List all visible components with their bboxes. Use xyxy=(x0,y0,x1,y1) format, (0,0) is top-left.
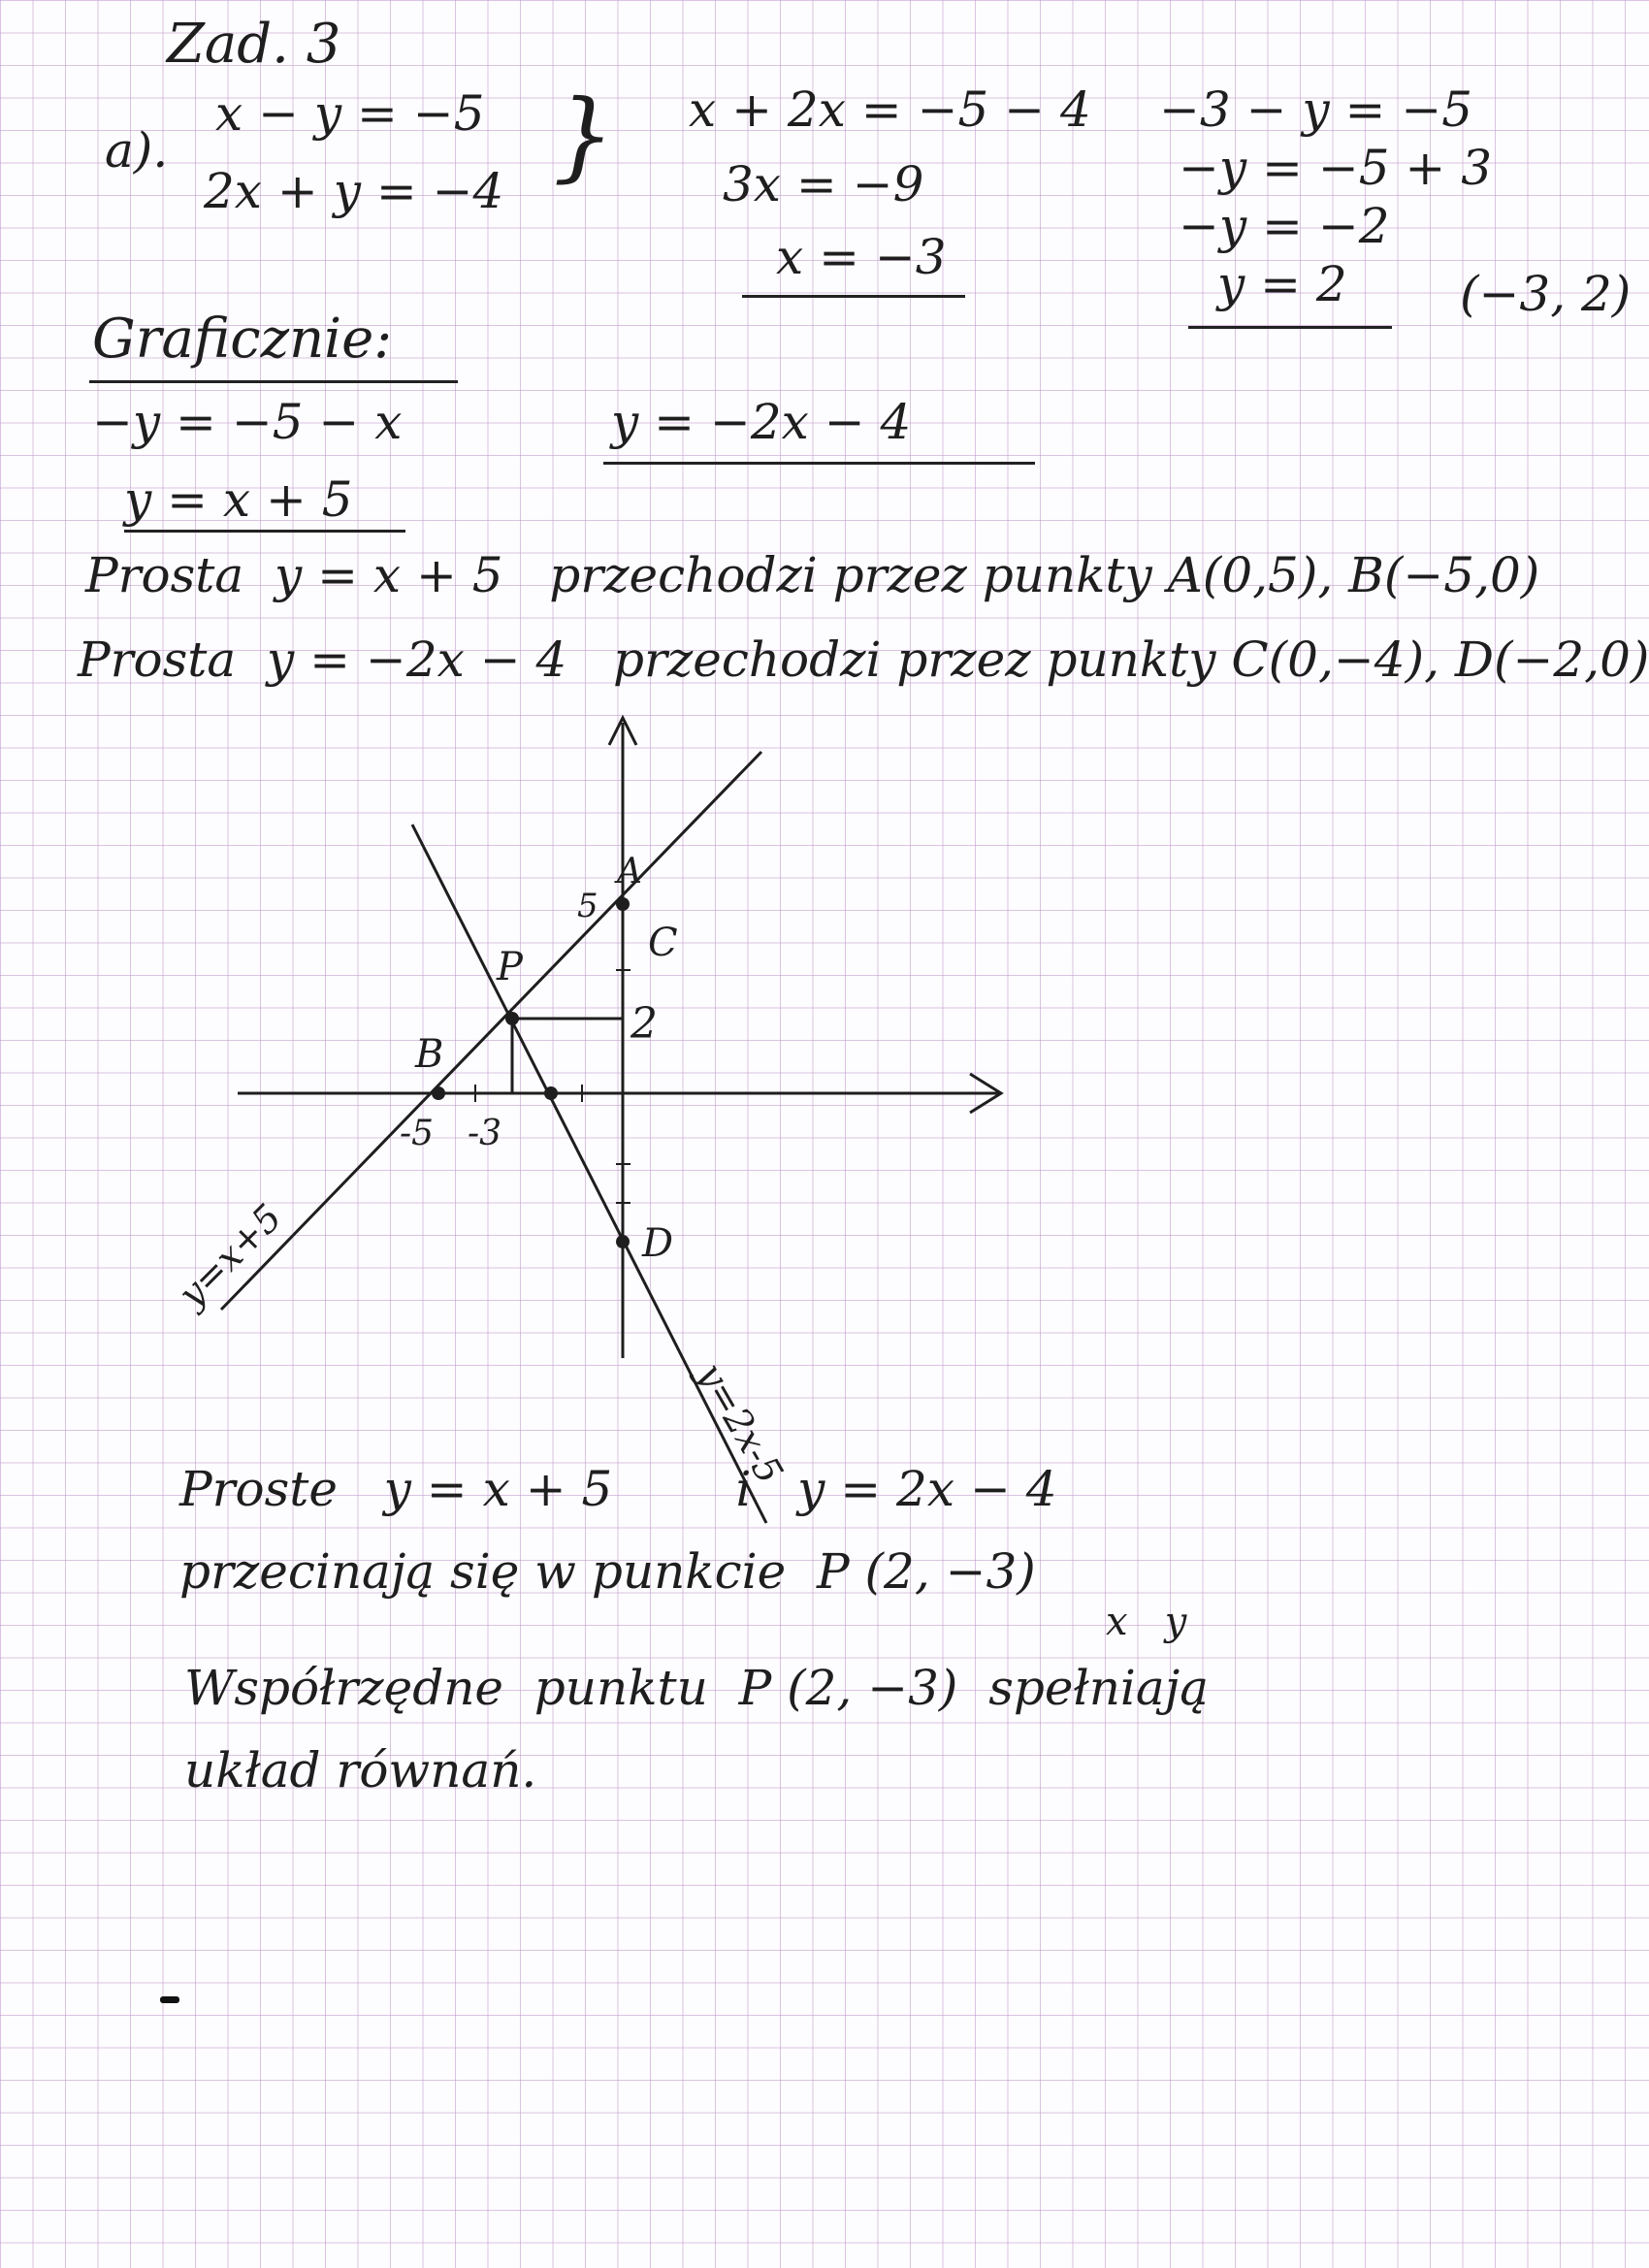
solve-step-1: x + 2x = −5 − 4 xyxy=(689,81,1091,138)
tick-label-x-minus5: -5 xyxy=(400,1114,435,1153)
solve-step-2: 3x = −9 xyxy=(723,156,924,212)
label-line-1: y=x+5 xyxy=(170,1195,290,1316)
point-D xyxy=(616,1235,630,1248)
label-B: B xyxy=(415,1032,444,1077)
label-C: C xyxy=(648,921,678,965)
conclusion-xy-note: x y xyxy=(1106,1600,1187,1644)
graphing-step-3: y = −2x − 4 xyxy=(611,394,912,450)
label-line-2: y=2x-5 xyxy=(689,1355,792,1491)
label-A: A xyxy=(617,852,642,891)
line-2-description: Prosta y = −2x − 4 przechodzi przez punkty C(0,−4), D(−2,0) xyxy=(78,632,1649,688)
conclusion-line-3: Współrzędne punktu P (2, −3) spełniają xyxy=(184,1660,1210,1716)
solution-pair: (−3, 2) xyxy=(1460,266,1632,322)
conclusion-line-4: układ równań. xyxy=(184,1742,537,1798)
tick-label-x-minus3: -3 xyxy=(468,1114,502,1153)
solve-right-1: −3 − y = −5 xyxy=(1159,81,1473,138)
tick-label-y2: 2 xyxy=(630,999,658,1049)
line-1-description: Prosta y = x + 5 przechodzi przez punkty A(0,5), B(−5,0) xyxy=(85,547,1540,603)
solve-right-2: −y = −5 + 3 xyxy=(1179,140,1493,196)
conclusion-line-1: Proste y = x + 5 i y = 2x − 4 xyxy=(179,1461,1057,1517)
solve-step-3: x = −3 xyxy=(776,229,947,285)
graphing-step-2: y = x + 5 xyxy=(124,471,353,528)
graphing-heading: Graficznie: xyxy=(92,308,393,371)
solve-right-4: y = 2 xyxy=(1217,256,1347,312)
task-part-label: a). xyxy=(105,122,169,178)
task-title: Zad. 3 xyxy=(167,13,341,76)
tick-label-y5: 5 xyxy=(577,887,598,925)
solve-right-3: −y = −2 xyxy=(1179,198,1390,254)
conclusion-line-2: przecinają się w punkcie P (2, −3) xyxy=(179,1543,1036,1600)
point-P xyxy=(505,1012,519,1025)
ink-dot xyxy=(160,1996,179,2003)
point-A xyxy=(616,897,630,911)
system-brace: } xyxy=(553,79,615,192)
system-equation-2: 2x + y = −4 xyxy=(204,163,504,219)
label-P: P xyxy=(497,945,523,989)
point-B xyxy=(432,1086,445,1100)
system-equation-1: x − y = −5 xyxy=(215,85,485,142)
point-D-axis xyxy=(544,1086,558,1100)
line-y-equals-x-plus-5 xyxy=(221,752,761,1310)
graphing-step-1: −y = −5 − x xyxy=(92,394,403,450)
label-D: D xyxy=(642,1221,674,1266)
